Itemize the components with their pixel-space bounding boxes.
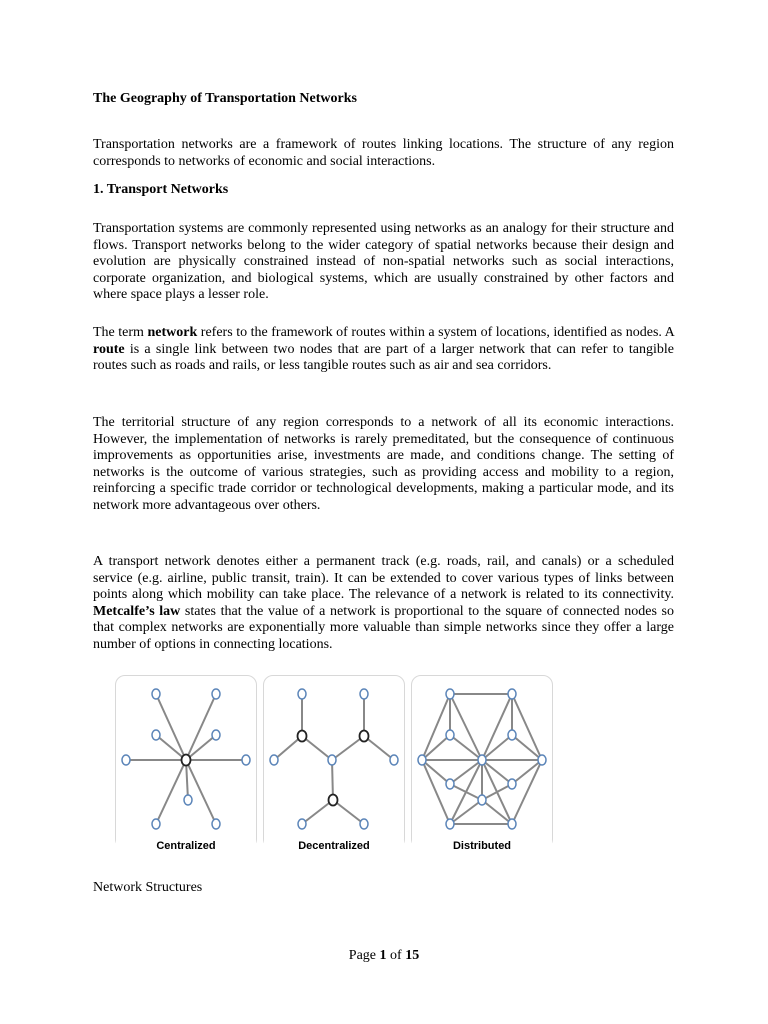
- intro-paragraph: Transportation networks are a framework of routes linking locations. The structure of any region corresponds to networks of economic and social interactions.: [93, 137, 674, 169]
- hub-node: [298, 731, 307, 742]
- node: [508, 779, 516, 789]
- page-total: 15: [405, 948, 420, 963]
- node: [508, 819, 516, 829]
- node: [360, 689, 368, 699]
- node: [446, 779, 454, 789]
- figure-caption: Network Structures: [93, 880, 203, 895]
- node: [212, 730, 220, 740]
- node: [212, 819, 220, 829]
- node: [122, 755, 130, 765]
- paragraph-1: Transportation systems are commonly represented using networks as an analogy for their structure and flows. Transport networks belong to the wider category of spatial networks because their design and evolution are physically constrained instead of non-spatial networks such as social interactions, corporate organization, and biological systems, which are usually constrained by other factors and where space plays a lesser role.: [93, 221, 674, 302]
- node: [478, 795, 486, 805]
- hub-node: [182, 755, 191, 766]
- distributed-panel: [411, 675, 553, 852]
- centralized-panel: [115, 675, 257, 852]
- node: [446, 689, 454, 699]
- node: [328, 755, 336, 765]
- node: [360, 819, 368, 829]
- node: [418, 755, 426, 765]
- node: [478, 755, 486, 765]
- page-footer: Page 1 of 15: [348, 948, 420, 963]
- node: [242, 755, 250, 765]
- decentralized-panel: [263, 675, 405, 852]
- document-title: The Geography of Transportation Networks: [93, 91, 357, 106]
- node: [212, 689, 220, 699]
- hub-node: [329, 795, 338, 806]
- node: [184, 795, 192, 805]
- node: [538, 755, 546, 765]
- node: [152, 730, 160, 740]
- node: [508, 730, 516, 740]
- node: [298, 689, 306, 699]
- node: [152, 819, 160, 829]
- centralized-label: Centralized: [116, 840, 256, 852]
- term-route: route: [93, 341, 125, 357]
- node: [270, 755, 278, 765]
- hub-node: [360, 731, 369, 742]
- paragraph-3: The territorial structure of any region corresponds to a network of all its economic interactions. However, the implementation of networks is rarely premeditated, but the consequence of continuous improvements as opportunities arise, investments are made, and conditions change. The setting of networks is the outcome of various strategies, such as providing access and mobility to a region, reinforcing a specific trade corridor or technological developments, making a particular mode, and its network more advantageous over others.: [93, 415, 674, 513]
- decentralized-label: Decentralized: [264, 840, 404, 852]
- node: [298, 819, 306, 829]
- term-network: network: [147, 325, 198, 340]
- node: [446, 730, 454, 740]
- node: [446, 819, 454, 829]
- paragraph-4: A transport network denotes either a permanent track (e.g. roads, rail, and canals) or a scheduled service (e.g. airline, public transit, train). It can be extended to cover various types of links between points along which mobility can take place. The relevance of a network is related to its connectivity. Metcalfe’s law states that the value of a network is proportional to the square of connected nodes so that complex networks are exponentially more valuable than simple networks since they offer a large number of options in connecting locations.: [93, 554, 674, 652]
- term-metcalfe: Metcalfe’s law: [93, 603, 181, 619]
- node: [508, 689, 516, 699]
- decentralized-diagram: [264, 676, 404, 848]
- section-heading: 1. Transport Networks: [93, 182, 229, 197]
- distributed-label: Distributed: [412, 840, 552, 852]
- node: [152, 689, 160, 699]
- paragraph-2: The term network refers to the framework of routes within a system of locations, identified as nodes. A route is a single link between two nodes that are part of a larger network that can refer to tangible routes such as roads and rails, or less tangible routes such as air and sea corridors.: [93, 325, 674, 373]
- page-number: 1: [379, 948, 387, 963]
- network-structures-figure: [115, 675, 552, 865]
- centralized-diagram: [116, 676, 256, 848]
- distributed-diagram: [412, 676, 552, 848]
- node: [390, 755, 398, 765]
